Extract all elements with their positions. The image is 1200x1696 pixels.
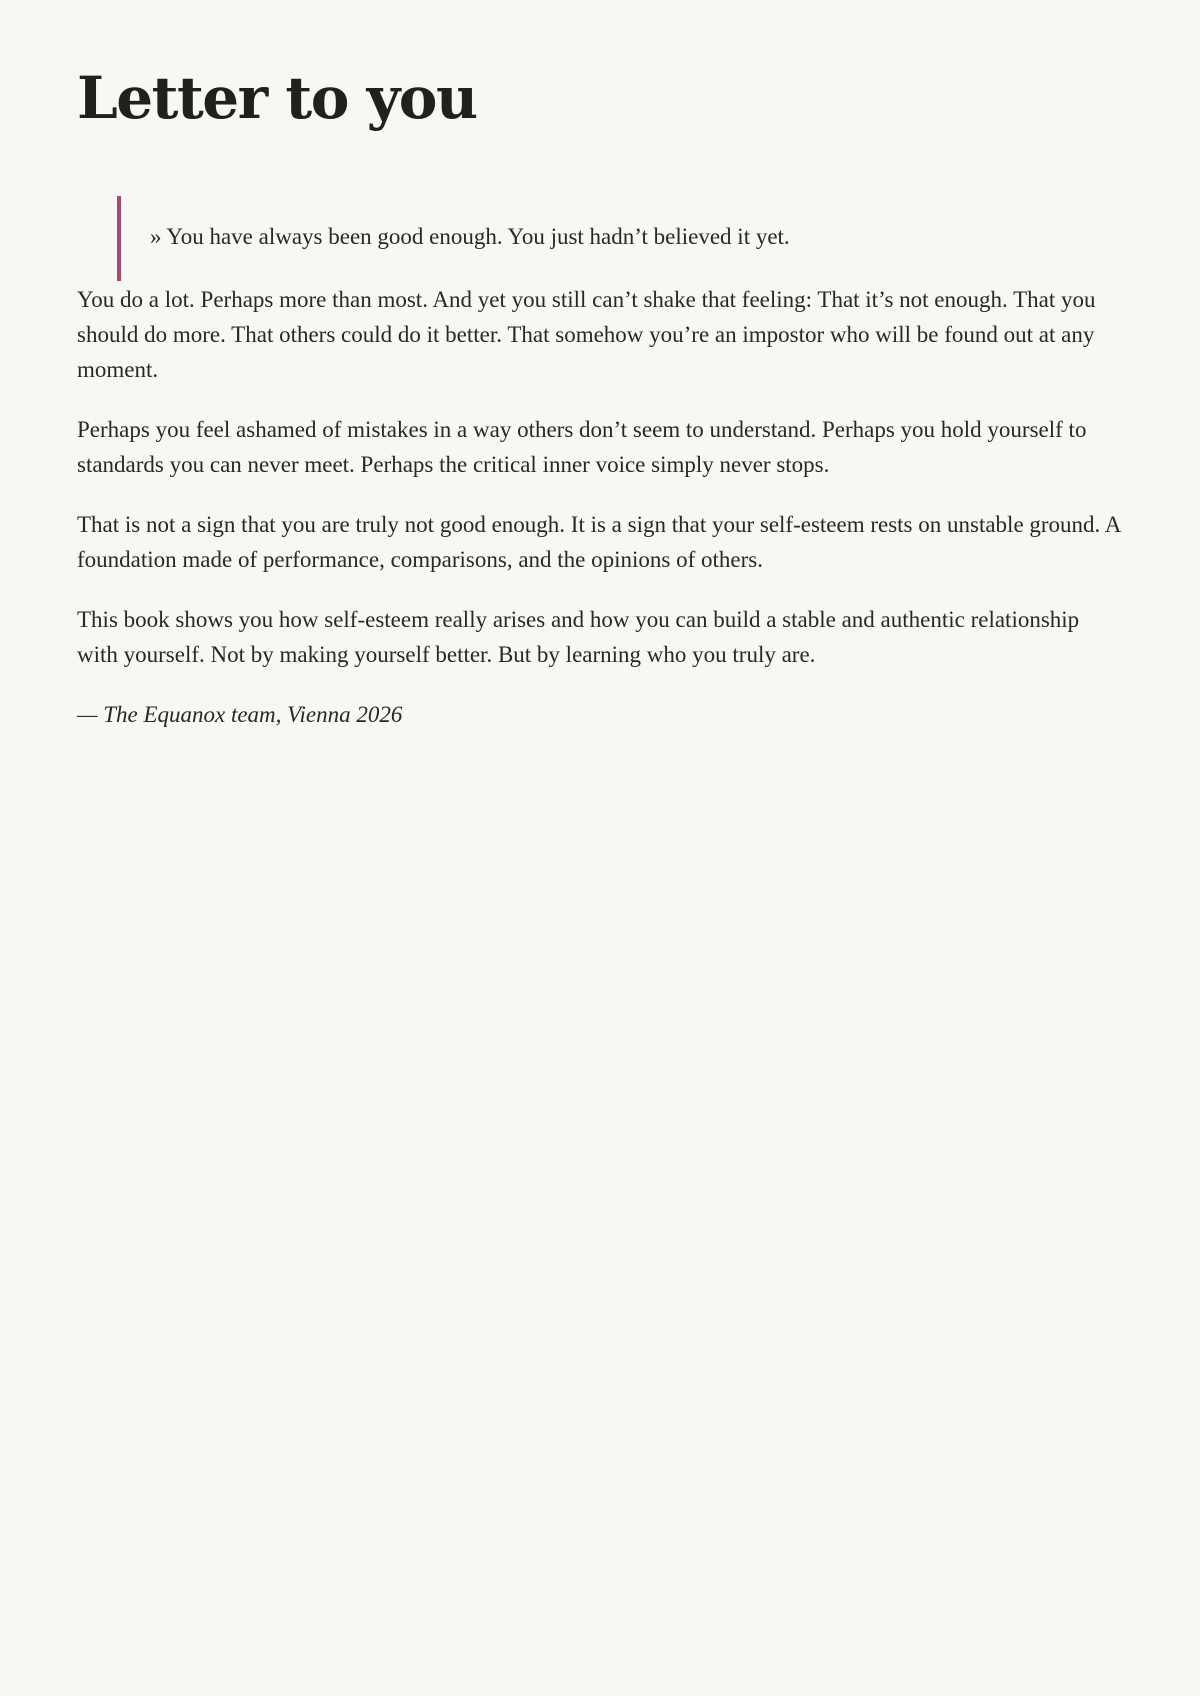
- paragraph-2: Perhaps you feel ashamed of mistakes in a way others don’t seem to understand. Perhaps you hold yourself to standards you can never meet. Perhaps the critical inner voice simply never stops.: [77, 417, 1087, 477]
- letter-body: [77, 282, 1123, 732]
- page-title: Letter to you: [77, 64, 477, 132]
- signature: — The Equanox team, Vienna 2026: [77, 702, 403, 727]
- pull-quote-text: » You have always been good enough. You just hadn’t believed it yet.: [150, 224, 790, 249]
- pull-quote: [117, 196, 1117, 281]
- paragraph-1: You do a lot. Perhaps more than most. And yet you still can’t shake that feeling: That it’s not enough. That you should do more. That others could do it better. That somehow you’re an impostor who will be found out at any moment.: [77, 287, 1096, 382]
- paragraph-4: This book shows you how self-esteem really arises and how you can build a stable and authentic relationship with yourself. Not by making yourself better. But by learning who you truly are.: [77, 607, 1080, 667]
- paragraph-3: That is not a sign that you are truly not good enough. It is a sign that your self-esteem rests on unstable ground. A foundation made of performance, comparisons, and the opinions of others.: [77, 512, 1121, 572]
